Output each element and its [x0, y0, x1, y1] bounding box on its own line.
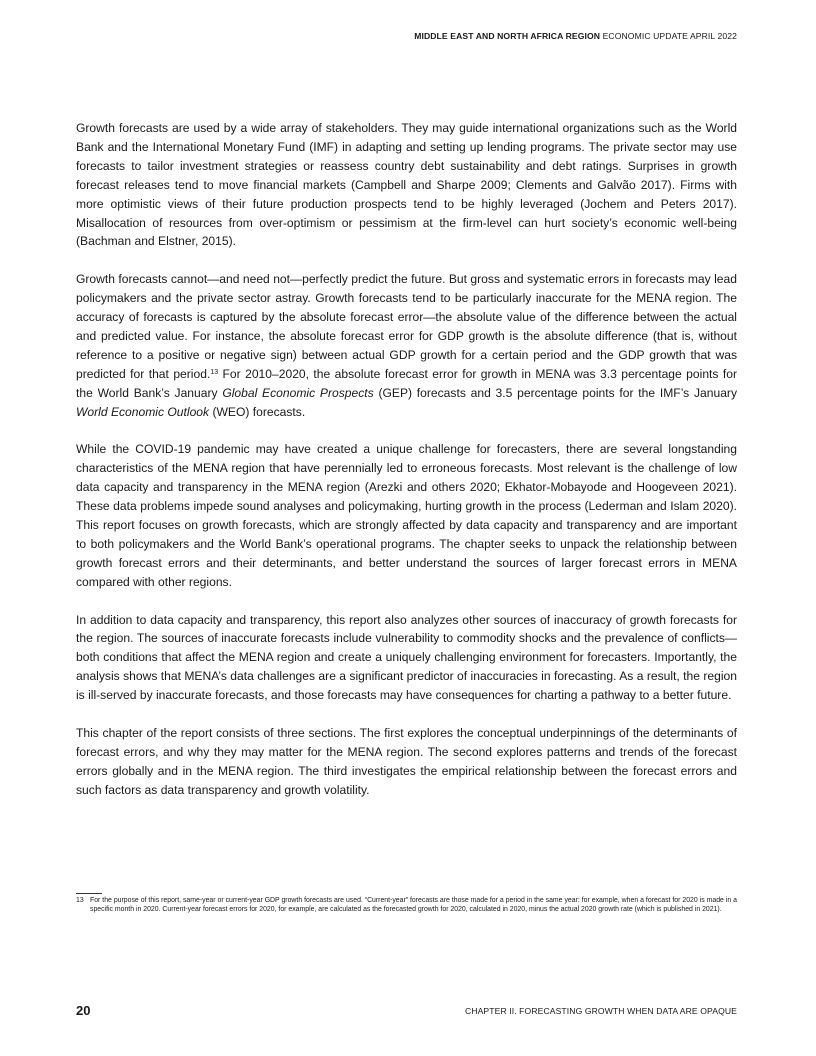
header-publication: ECONOMIC UPDATE APRIL 2022 — [602, 31, 737, 41]
body-text — [76, 119, 737, 818]
footnote-divider — [76, 893, 102, 894]
paragraph-2-part-4: (WEO) forecasts. — [209, 404, 306, 419]
running-header — [414, 31, 737, 41]
footnote — [76, 896, 737, 914]
footnote-text: For the purpose of this report, same-year or current-year GDP growth forecasts are used. “Current-year” forecasts are those made for a period in the same year: for example, when a forecast for 2020 is made in a specific month in 2020. Current-year forecast errors for 2020, for example, are calculated as the forecasted growth for 2020, calculated in 2020, minus the actual 2020 growth rate (which is published in 2021). — [90, 897, 737, 913]
paragraph-2-part-1: Growth forecasts cannot—and need not—perfectly predict the future. But gross and systematic errors in forecasts may lead policymakers and the private sector astray. Growth forecasts tend to be particularly inaccurate for the MENA region. The accuracy of forecasts is captured by the absolute forecast error—the absolute value of the difference between the actual and predicted value. For instance, the absolute forecast error for GDP growth is the absolute difference (that is, without reference to a positive or negative sign) between actual GDP growth for a certain period and the GDP growth that was predicted for that period. — [76, 272, 737, 381]
weo-title: World Economic Outlook — [76, 404, 210, 419]
paragraph-2 — [76, 270, 737, 421]
page-number: 20 — [76, 1003, 91, 1018]
paragraph-3: While the COVID-19 pandemic may have created a unique challenge for forecasters, there are several longstanding characteristics of the MENA region that have perennially led to erroneous forecasts. Most relevant is the challenge of low data capacity and transparency in the MENA region (Arezki and others 2020; Ekhator-Mobayode and Hoogeveen 2021). These data problems impede sound analyses and policymaking, hurting growth in the process (Lederman and Islam 2020). This report focuses on growth forecasts, which are strongly affected by data capacity and transparency and are important to both policymakers and the World Bank’s operational programs. The chapter seeks to unpack the relationship between growth forecast errors and their determinants, and better understand the sources of larger forecast errors in MENA compared with other regions. — [76, 442, 737, 589]
paragraph-2-part-3: (GEP) forecasts and 3.5 percentage points for the IMF’s January — [373, 385, 737, 400]
header-region: MIDDLE EAST AND NORTH AFRICA REGION — [414, 31, 601, 41]
gep-title: Global Economic Prospects — [222, 385, 374, 400]
footnote-number: 13 — [76, 897, 84, 904]
paragraph-4: In addition to data capacity and transparency, this report also analyzes other sources of inaccuracy of growth forecasts for the region. The sources of inaccurate forecasts include vulnerability to commodity shocks and the prevalence of conflicts—both conditions that affect the MENA region and create a uniquely challenging environment for forecasters. Importantly, the analysis shows that MENA’s data challenges are a significant predictor of inaccuracies in forecasting. As a result, the region is ill-served by inaccurate forecasts, and those forecasts may have consequences for charting a pathway to a better future. — [76, 612, 737, 703]
footer-chapter-title: CHAPTER II. FORECASTING GROWTH WHEN DATA ARE OPAQUE — [464, 1006, 737, 1016]
paragraph-2-part-2: For 2010–2020, the absolute forecast error for growth in MENA was 3.3 percentage points for the World Bank’s January — [76, 366, 737, 400]
footnote-reference[interactable]: 13 — [210, 368, 219, 376]
paragraph-1: Growth forecasts are used by a wide array of stakeholders. They may guide international organizations such as the World Bank and the International Monetary Fund (IMF) in adapting and setting up lending programs. The private sector may use forecasts to tailor investment strategies or reassess country debt sustainability and debt ratings. Surprises in growth forecast releases tend to move financial markets (Campbell and Sharpe 2009; Clements and Galvão 2017). Firms with more optimistic views of their future production prospects tend to be highly leveraged (Jochem and Peters 2017). Misallocation of resources from over-optimism or pessimism at the firm-level can hurt society’s economic well-being (Bachman and Elstner, 2015). — [76, 121, 737, 249]
paragraph-5: This chapter of the report consists of three sections. The first explores the conceptual underpinnings of the determinants of forecast errors, and why they may matter for the MENA region. The second explores patterns and trends of the forecast errors globally and in the MENA region. The third investigates the empirical relationship between the forecast errors and such factors as data transparency and growth volatility. — [76, 725, 737, 797]
